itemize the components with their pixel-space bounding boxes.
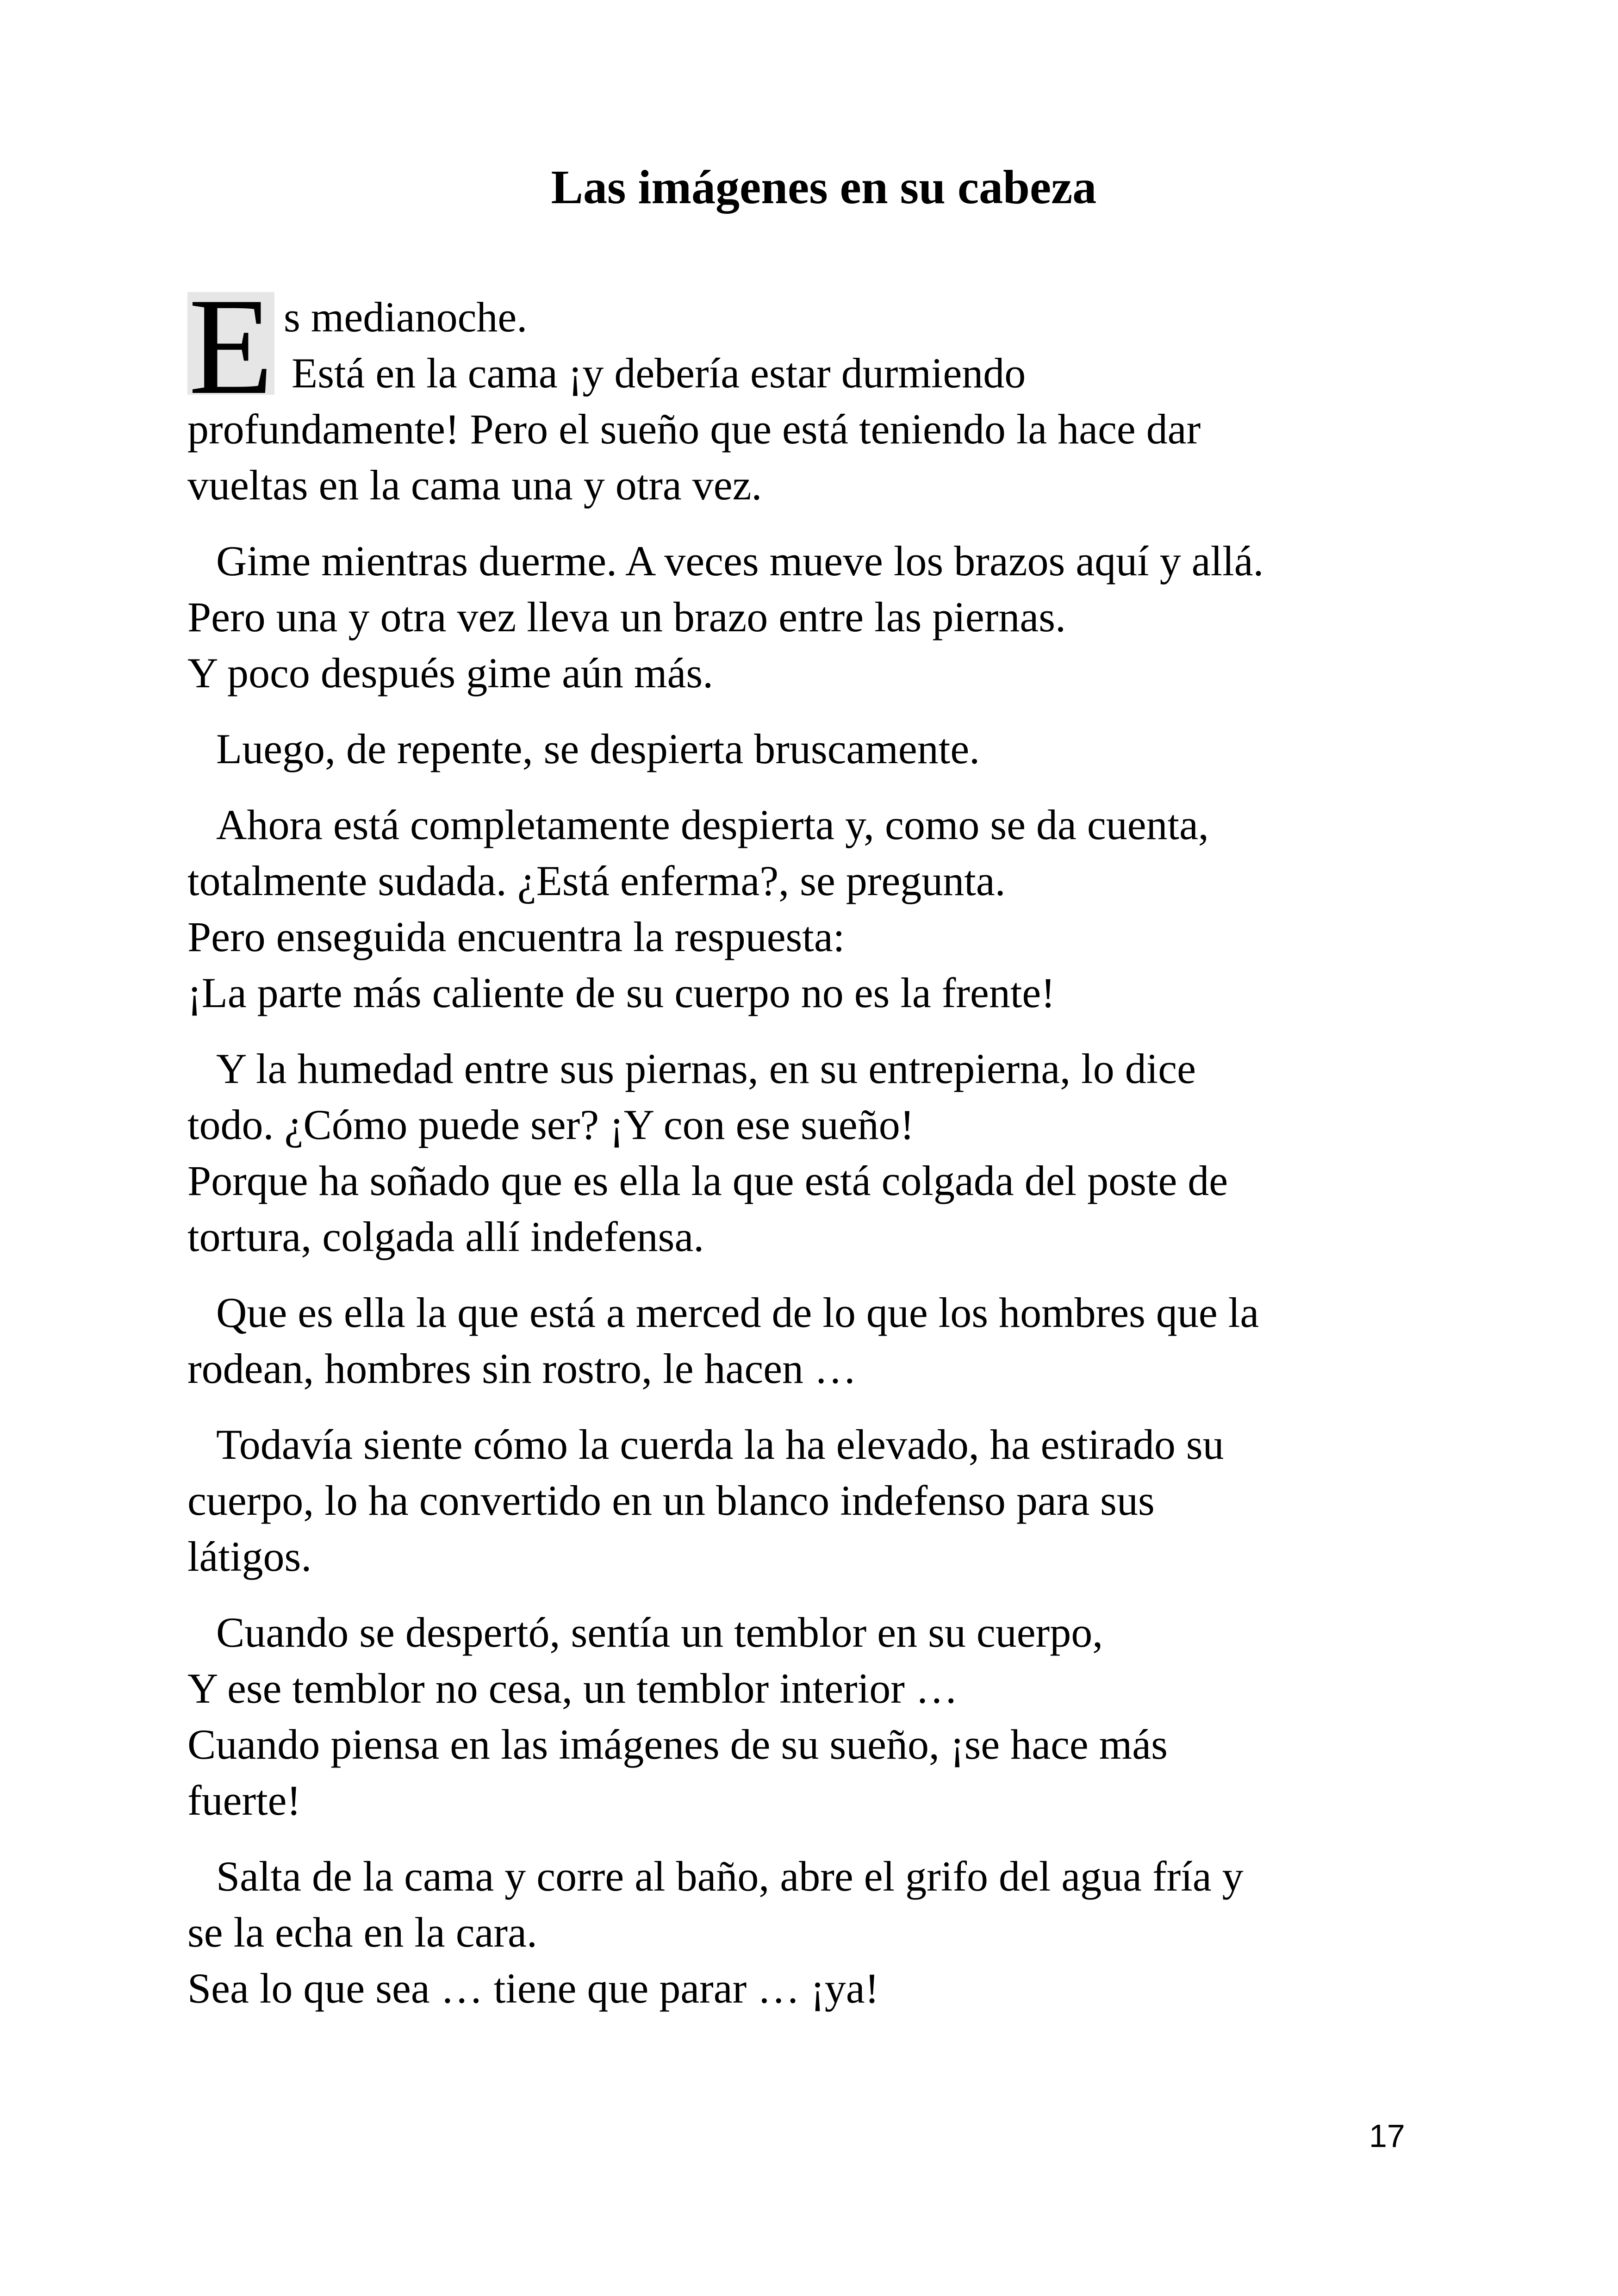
paragraph [187, 1285, 1474, 1397]
paragraph-line: Cuando se despertó, sentía un temblor en su cuerpo, [216, 1609, 1103, 1656]
dropcap-initial [187, 292, 274, 395]
paragraph-line: Porque ha soñado que es ella la que está colgada del poste de [187, 1157, 1228, 1204]
paragraph-line: rodean, hombres sin rostro, le hacen … [187, 1345, 857, 1392]
paragraph [187, 533, 1474, 701]
paragraph-line: Ahora está completamente despierta y, como se da cuenta, [216, 801, 1209, 848]
paragraph-line: Y la humedad entre sus piernas, en su entrepierna, lo dice [216, 1045, 1196, 1092]
paragraph [187, 1041, 1474, 1265]
paragraph-line: Todavía siente cómo la cuerda la ha elevado, ha estirado su [216, 1421, 1224, 1468]
paragraph-line: Está en la cama ¡y debería estar durmiendo [292, 349, 1026, 397]
paragraph-line: s medianoche. [284, 293, 528, 341]
paragraph [187, 797, 1474, 1021]
paragraph-line: cuerpo, lo ha convertido en un blanco indefenso para sus [187, 1477, 1155, 1524]
paragraph [187, 1605, 1474, 1829]
paragraph-line: Sea lo que sea … tiene que parar … ¡ya! [187, 1965, 879, 2012]
paragraph-line: Salta de la cama y corre al baño, abre el grifo del agua fría y [216, 1853, 1244, 1900]
paragraph [187, 1417, 1474, 1585]
paragraph-line: Y ese temblor no cesa, un temblor interior … [187, 1665, 958, 1712]
paragraph-line: todo. ¿Cómo puede ser? ¡Y con ese sueño! [187, 1101, 915, 1148]
paragraph-line: se la echa en la cara. [187, 1909, 537, 1956]
paragraph-line: Pero una y otra vez lleva un brazo entre las piernas. [187, 593, 1066, 641]
paragraph-line: tortura, colgada allí indefensa. [187, 1213, 704, 1260]
chapter-title: Las imágenes en su cabeza [551, 161, 1097, 214]
paragraph-line: Cuando piensa en las imágenes de su sueño, ¡se hace más [187, 1721, 1168, 1768]
paragraph [187, 1848, 1474, 2016]
opening-paragraph [187, 289, 1474, 513]
paragraph-line: Gime mientras duerme. A veces mueve los brazos aquí y allá. [216, 537, 1264, 585]
paragraph-line: látigos. [187, 1533, 312, 1580]
paragraph-line: Y poco después gime aún más. [187, 649, 714, 697]
paragraph-line: profundamente! Pero el sueño que está teniendo la hace dar [187, 405, 1201, 453]
paragraph-line: Luego, de repente, se despierta bruscamente. [216, 725, 980, 772]
paragraph-line: ¡La parte más caliente de su cuerpo no es la frente! [187, 969, 1055, 1016]
paragraph-line: vueltas en la cama una y otra vez. [187, 461, 762, 509]
body-text [187, 289, 1474, 2036]
paragraph-line: Que es ella la que está a merced de lo que los hombres que la [216, 1289, 1259, 1336]
dropcap-letter: E [188, 292, 274, 395]
paragraph-line: totalmente sudada. ¿Está enferma?, se pregunta. [187, 857, 1006, 904]
paragraph [187, 721, 1474, 777]
page-number: 17 [1369, 2118, 1405, 2154]
paragraph-line: Pero enseguida encuentra la respuesta: [187, 913, 845, 960]
paragraph-line: fuerte! [187, 1777, 301, 1824]
